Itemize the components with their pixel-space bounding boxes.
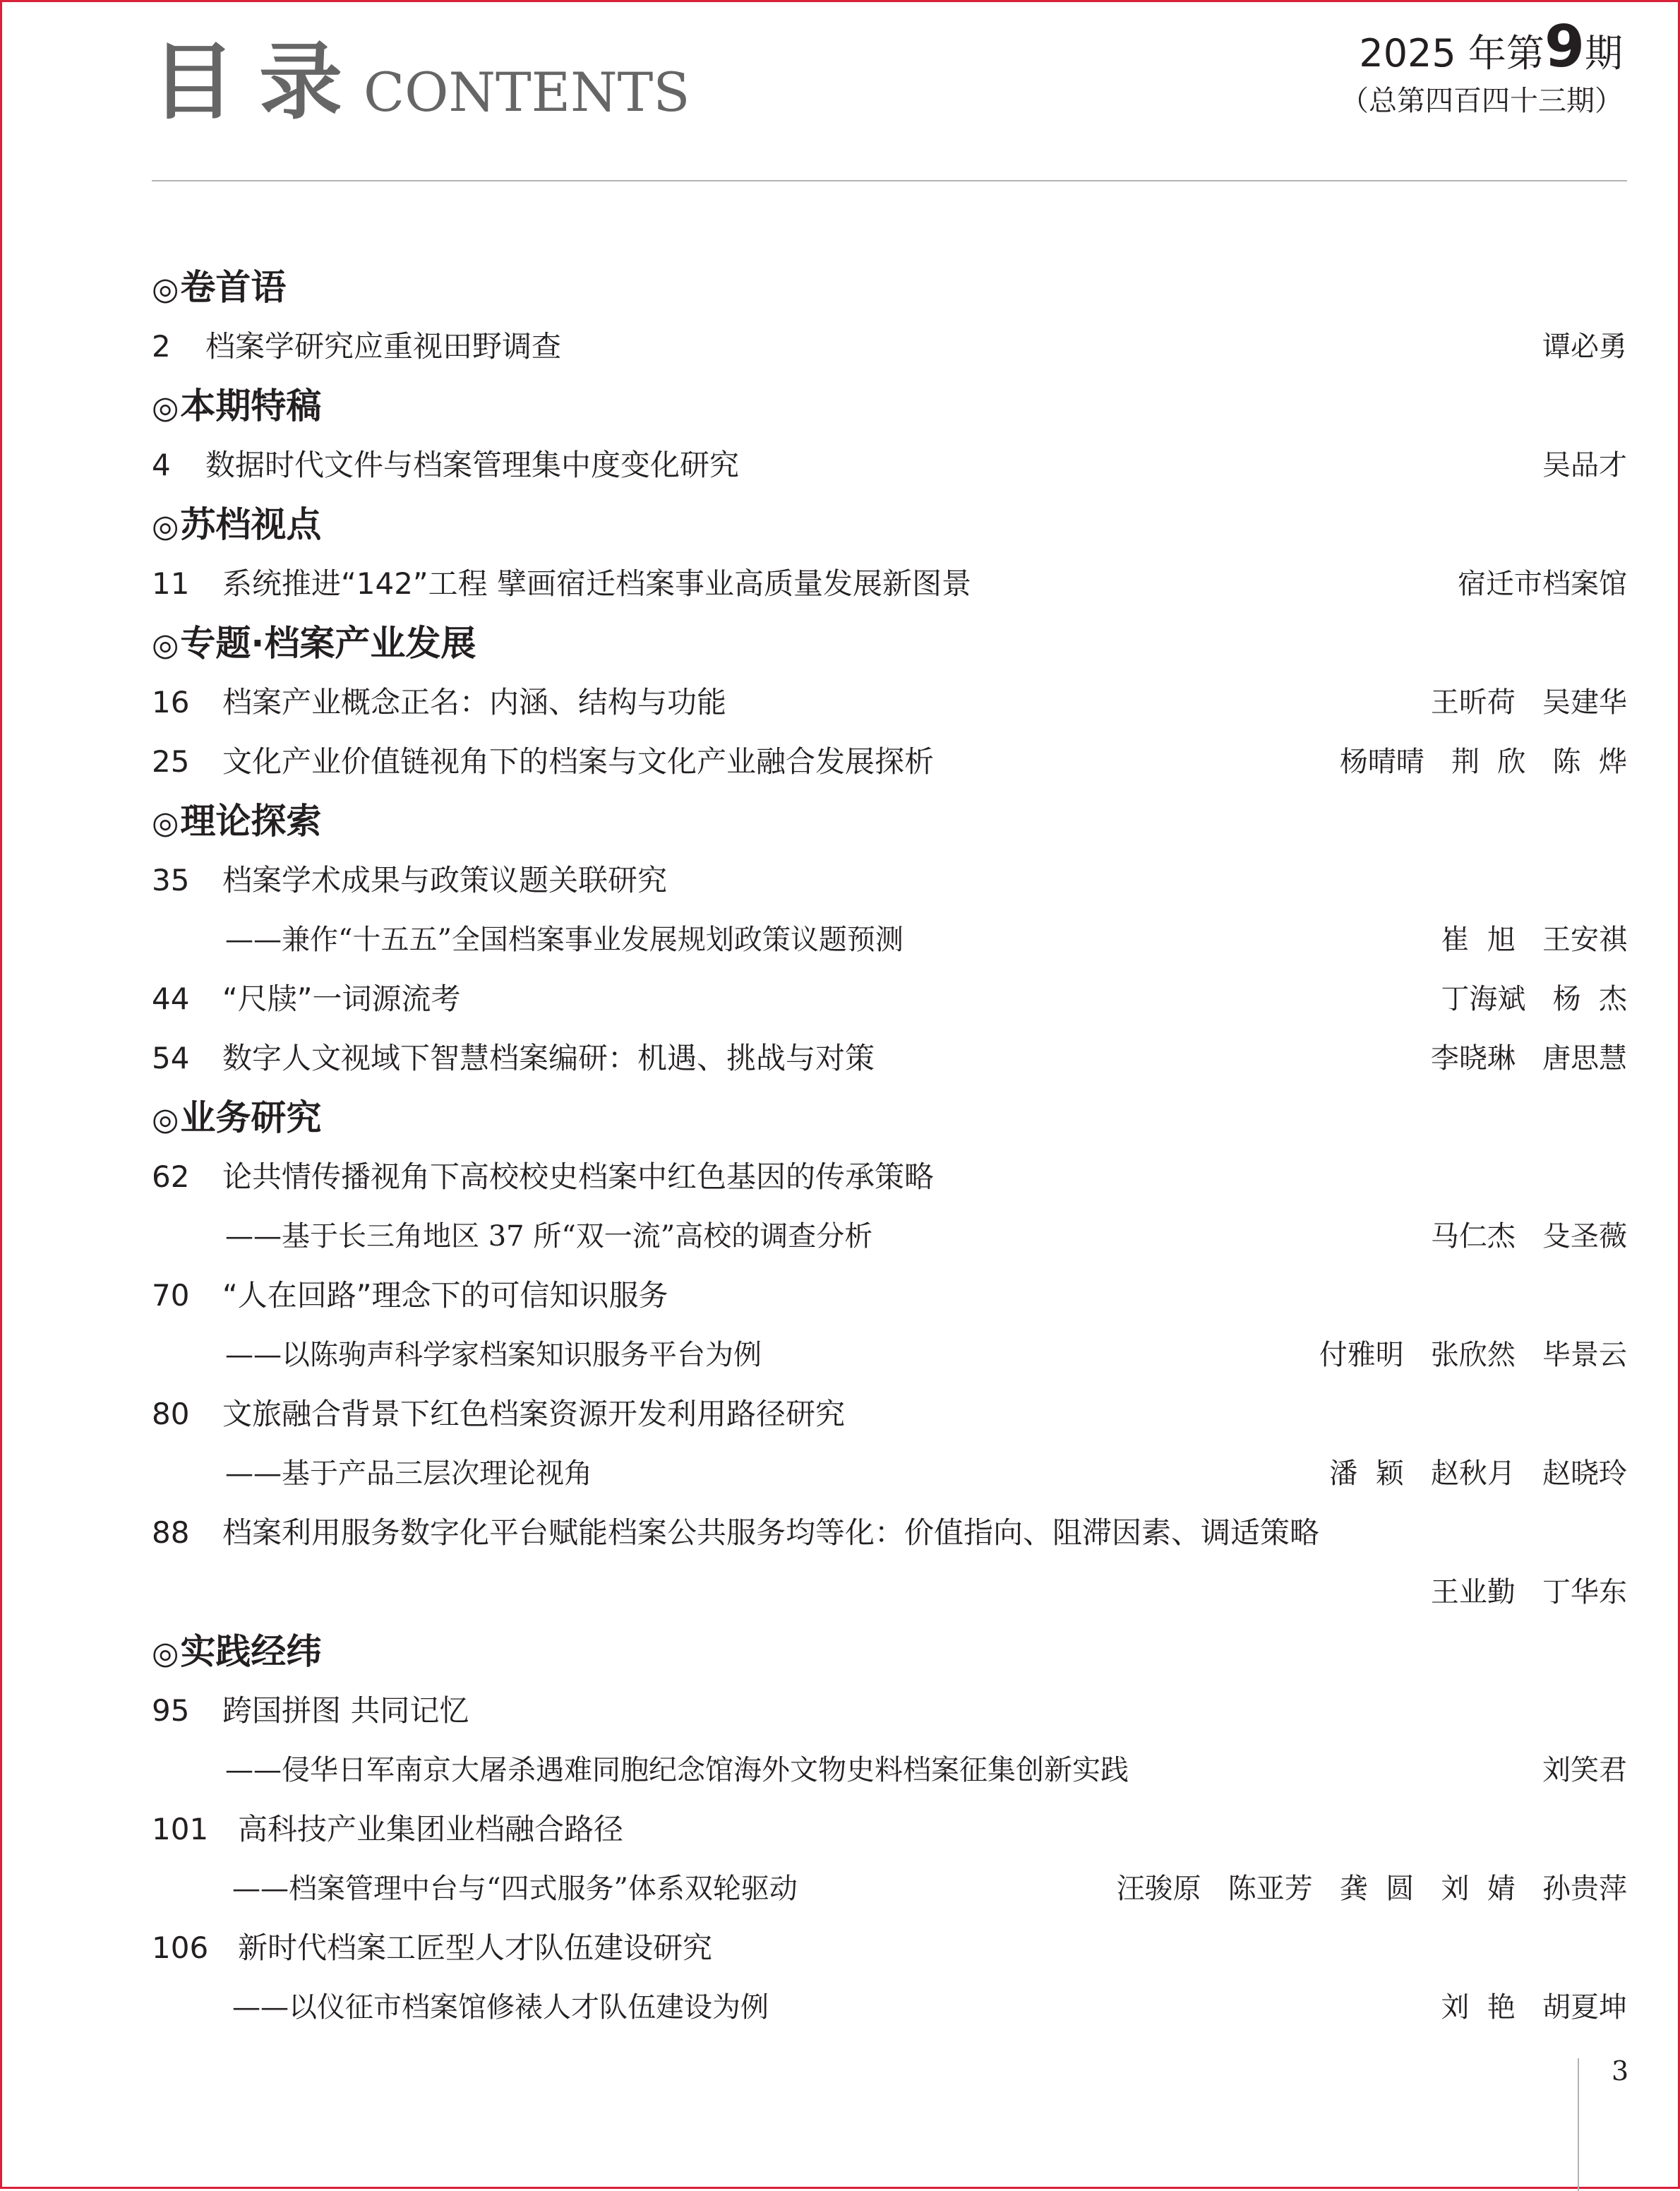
entry-page: 54 [152, 1041, 190, 1075]
issue-total: （总第四百四十三期） [1340, 85, 1623, 117]
section-heading [152, 1088, 1627, 1147]
entry-page: 11 [152, 566, 190, 601]
entry-page: 101 [152, 1812, 209, 1846]
toc-entry[interactable] [152, 1266, 1627, 1325]
toc-entry[interactable] [152, 1503, 1627, 1563]
entry-page: 44 [152, 981, 190, 1016]
entry-subtitle-row [152, 1741, 1627, 1800]
toc-entry[interactable] [152, 554, 1627, 614]
toc-entry[interactable] [152, 969, 1627, 1029]
section-marker-icon: ◎ [152, 271, 179, 307]
entry-subtitle-row [152, 1859, 1627, 1918]
entry-subtitle-row [152, 1207, 1627, 1266]
section-marker-icon: ◎ [152, 1635, 179, 1671]
entry-authors: 宿迁市档案馆 [1458, 568, 1627, 600]
entry-subtitle: ——侵华日军南京大屠杀遇难同胞纪念馆海外文物史料档案征集创新实践 [225, 1754, 1129, 1786]
section-heading [152, 792, 1627, 851]
entry-title: 档案学研究应重视田野调查 [205, 329, 562, 364]
entry-authors: 付雅明 张欣然 毕景云 [1319, 1339, 1627, 1371]
entry-page: 62 [152, 1159, 190, 1194]
entry-title: 文旅融合背景下红色档案资源开发利用路径研究 [222, 1397, 846, 1431]
entry-authors: 潘 颖 赵秋月 赵晓玲 [1329, 1457, 1627, 1490]
entry-subtitle-row [152, 1978, 1627, 2037]
toc-entry[interactable] [152, 732, 1627, 792]
entry-page: 80 [152, 1397, 190, 1431]
entry-authors: 王昕荷 吴建华 [1430, 686, 1627, 719]
entry-subtitle: ——兼作“十五五”全国档案事业发展规划政策议题预测 [225, 924, 904, 956]
toc-entry[interactable] [152, 1918, 1627, 1978]
toc-entry[interactable] [152, 436, 1627, 495]
entry-authors: 吴品才 [1542, 449, 1627, 482]
issue-suffix: 期 [1585, 31, 1623, 76]
entry-authors: 刘 艳 胡夏坤 [1441, 1991, 1627, 2024]
section-heading [152, 614, 1627, 673]
footer-divider [1578, 2058, 1579, 2191]
section-title: 卷首语 [180, 267, 287, 308]
entry-title: 跨国拼图 共同记忆 [222, 1693, 469, 1728]
entry-authors: 谭必勇 [1542, 330, 1627, 363]
entry-page: 16 [152, 685, 190, 720]
toc-entry[interactable] [152, 1385, 1627, 1444]
toc-entry[interactable] [152, 1147, 1627, 1207]
entry-title: 档案学术成果与政策议题关联研究 [222, 863, 668, 897]
entry-subtitle-row [152, 910, 1627, 969]
entry-page: 106 [152, 1930, 209, 1965]
entry-title: 新时代档案工匠型人才队伍建设研究 [238, 1930, 713, 1965]
contents-title-en: CONTENTS [364, 61, 690, 124]
entry-page: 35 [152, 863, 190, 897]
entry-page: 4 [152, 448, 171, 482]
entry-subtitle: ——以仪征市档案馆修裱人才队伍建设为例 [232, 1991, 769, 2024]
section-marker-icon: ◎ [152, 627, 179, 663]
entry-page: 95 [152, 1693, 190, 1728]
section-heading [152, 258, 1627, 317]
entry-title: 档案利用服务数字化平台赋能档案公共服务均等化：价值指向、阻滞因素、调适策略 [222, 1515, 1320, 1550]
section-marker-icon: ◎ [152, 390, 179, 426]
section-title: 理论探索 [180, 801, 322, 842]
entry-page: 2 [152, 329, 171, 364]
entry-subtitle-row [152, 1444, 1627, 1503]
contents-title-cn: 目录 [152, 33, 367, 131]
entry-authors: 崔 旭 王安祺 [1441, 924, 1627, 956]
entry-page: 25 [152, 744, 190, 779]
entry-authors: 王业勤 丁华东 [1430, 1576, 1627, 1608]
entry-title: 系统推进“142”工程 擘画宿迁档案事业高质量发展新图景 [222, 566, 972, 601]
section-marker-icon: ◎ [152, 1102, 179, 1138]
section-marker-icon: ◎ [152, 805, 179, 841]
entry-authors: 李晓琳 唐思慧 [1430, 1042, 1627, 1075]
entry-page: 88 [152, 1515, 190, 1550]
entry-page: 70 [152, 1278, 190, 1313]
section-title: 苏档视点 [180, 504, 322, 545]
table-of-contents [152, 258, 1627, 2037]
entry-authors-row [152, 1563, 1627, 1622]
entry-subtitle: ——基于产品三层次理论视角 [225, 1457, 592, 1490]
section-title: 专题·档案产业发展 [180, 623, 476, 664]
section-title: 本期特稿 [180, 386, 322, 426]
entry-title: 高科技产业集团业档融合路径 [238, 1812, 624, 1846]
issue-number: 9 [1544, 13, 1585, 80]
section-heading [152, 495, 1627, 554]
entry-title: 档案产业概念正名：内涵、结构与功能 [222, 685, 727, 720]
toc-entry[interactable] [152, 1029, 1627, 1088]
toc-entry[interactable] [152, 851, 1627, 910]
entry-authors: 汪骏原 陈亚芳 龚 圆 刘 婧 孙贵萍 [1116, 1873, 1627, 1905]
entry-authors: 杨晴晴 荆 欣 陈 烨 [1339, 746, 1627, 778]
entry-title: “尺牍”一词源流考 [222, 981, 461, 1016]
entry-authors: 马仁杰 殳圣薇 [1430, 1220, 1627, 1253]
toc-entry[interactable] [152, 673, 1627, 732]
page-number: 3 [1612, 2055, 1629, 2086]
entry-subtitle: ——档案管理中台与“四式服务”体系双轮驱动 [232, 1873, 798, 1905]
issue-label [1359, 13, 1623, 83]
section-title: 实践经纬 [180, 1631, 322, 1672]
section-marker-icon: ◎ [152, 508, 179, 544]
section-heading [152, 376, 1627, 436]
section-heading [152, 1622, 1627, 1681]
entry-subtitle-row [152, 1325, 1627, 1385]
entry-title: 数字人文视域下智慧档案编研：机遇、挑战与对策 [222, 1041, 875, 1075]
entry-subtitle: ——以陈驹声科学家档案知识服务平台为例 [225, 1339, 762, 1371]
section-title: 业务研究 [180, 1097, 322, 1138]
toc-entry[interactable] [152, 317, 1627, 376]
issue-year: 2025 年第 [1359, 31, 1544, 76]
entry-authors: 刘笑君 [1542, 1754, 1627, 1786]
header-divider [152, 180, 1627, 181]
entry-title: 论共情传播视角下高校校史档案中红色基因的传承策略 [222, 1159, 935, 1194]
entry-title: “人在回路”理念下的可信知识服务 [222, 1278, 668, 1313]
entry-subtitle: ——基于长三角地区 37 所“双一流”高校的调查分析 [225, 1220, 873, 1253]
toc-entry[interactable] [152, 1800, 1627, 1859]
toc-entry[interactable] [152, 1681, 1627, 1741]
entry-title: 数据时代文件与档案管理集中度变化研究 [205, 448, 740, 482]
entry-title: 文化产业价值链视角下的档案与文化产业融合发展探析 [222, 744, 935, 779]
entry-authors: 丁海斌 杨 杰 [1441, 983, 1627, 1015]
